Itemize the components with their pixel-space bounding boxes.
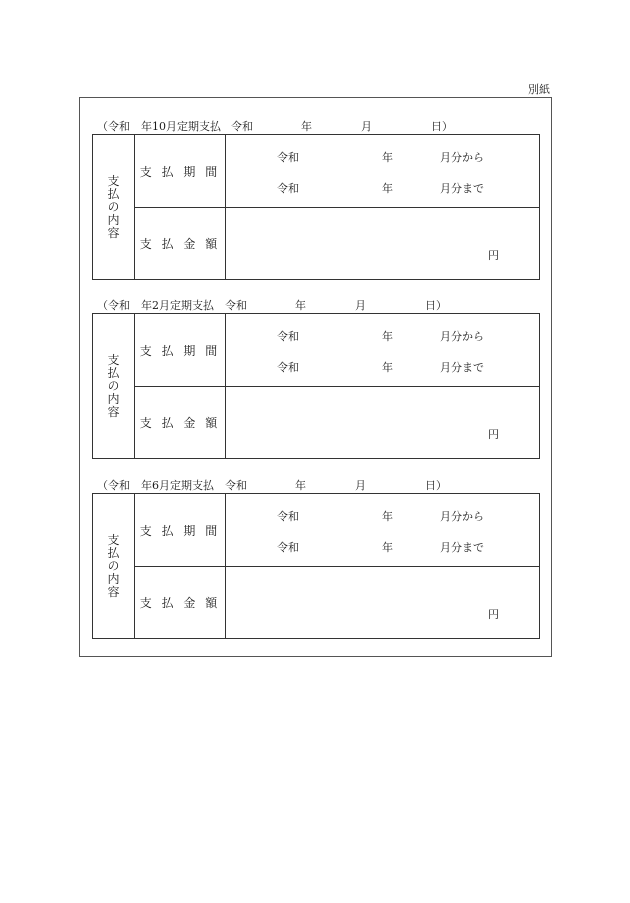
page-label: 別紙	[528, 83, 550, 96]
title-month: 月	[355, 479, 366, 492]
title-year: 年	[301, 120, 312, 133]
amount-field[interactable]	[226, 208, 539, 279]
from-year: 年	[382, 151, 393, 164]
amount-label: 支 払 金 額	[135, 387, 226, 458]
amount-field[interactable]	[226, 387, 539, 458]
side-cell	[93, 314, 135, 458]
period-label: 支 払 期 間	[135, 314, 226, 387]
from-era: 令和	[277, 151, 299, 164]
title-month: 月	[361, 120, 372, 133]
yen-unit: 円	[488, 249, 499, 262]
from-suffix: 月分から	[440, 510, 484, 523]
title-prefix: （令和 年6月定期支払	[97, 479, 214, 492]
yen-unit: 円	[488, 428, 499, 441]
from-era: 令和	[277, 330, 299, 343]
side-cell	[93, 494, 135, 638]
title-era: 令和	[231, 120, 253, 133]
to-year: 年	[382, 182, 393, 195]
to-era: 令和	[277, 541, 299, 554]
to-year: 年	[382, 361, 393, 374]
period-field[interactable]	[226, 494, 539, 567]
title-year: 年	[295, 299, 306, 312]
title-month: 月	[355, 299, 366, 312]
title-prefix: （令和 年2月定期支払	[97, 299, 214, 312]
to-suffix: 月分まで	[440, 541, 484, 554]
amount-label: 支 払 金 額	[135, 208, 226, 279]
from-year: 年	[382, 330, 393, 343]
from-suffix: 月分から	[440, 330, 484, 343]
title-era: 令和	[225, 479, 247, 492]
period-label: 支 払 期 間	[135, 135, 226, 208]
from-suffix: 月分から	[440, 151, 484, 164]
side-cell	[93, 135, 135, 279]
from-year: 年	[382, 510, 393, 523]
to-era: 令和	[277, 361, 299, 374]
title-year: 年	[295, 479, 306, 492]
to-suffix: 月分まで	[440, 182, 484, 195]
yen-unit: 円	[488, 608, 499, 621]
period-field[interactable]	[226, 135, 539, 208]
to-suffix: 月分まで	[440, 361, 484, 374]
title-day: 日）	[425, 479, 447, 492]
side-label: 支払の内容	[106, 353, 120, 419]
title-day: 日）	[425, 299, 447, 312]
payment-table	[92, 493, 540, 639]
title-day: 日）	[431, 120, 453, 133]
side-label: 支払の内容	[106, 533, 120, 599]
amount-label: 支 払 金 額	[135, 567, 226, 638]
amount-field[interactable]	[226, 567, 539, 638]
payment-table	[92, 134, 540, 280]
to-year: 年	[382, 541, 393, 554]
title-era: 令和	[225, 299, 247, 312]
to-era: 令和	[277, 182, 299, 195]
period-field[interactable]	[226, 314, 539, 387]
period-label: 支 払 期 間	[135, 494, 226, 567]
title-prefix: （令和 年10月定期支払	[97, 120, 221, 133]
from-era: 令和	[277, 510, 299, 523]
payment-table	[92, 313, 540, 459]
outer-frame	[79, 97, 552, 657]
side-label: 支払の内容	[106, 174, 120, 240]
